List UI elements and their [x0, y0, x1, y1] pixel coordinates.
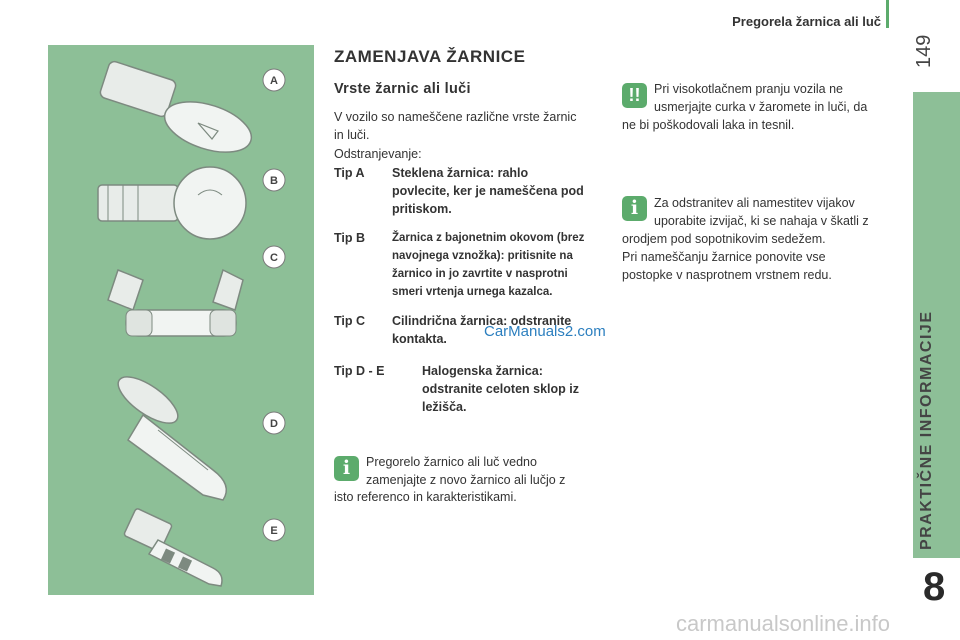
- tip-a-line-1: Steklena žarnica: rahlo: [392, 166, 529, 180]
- reinstall-line-2: postopke v nasprotnem vrstnem redu.: [622, 268, 832, 282]
- info-line-2: uporabite izvijač, ki se nahaja v škatli z: [654, 214, 869, 228]
- bulb-e-icon: [124, 508, 222, 586]
- tip-de-line-2: odstranite celoten sklop iz: [422, 382, 579, 396]
- header-title: Pregorela žarnica ali luč: [732, 14, 881, 29]
- note-line-3: isto referenco in karakteristikami.: [334, 490, 517, 504]
- tip-a-label: Tip A: [334, 166, 365, 180]
- tip-c-label: Tip C: [334, 314, 366, 328]
- tip-a-line-2: povlecite, ker je nameščena pod: [392, 184, 584, 198]
- chapter-number: 8: [923, 565, 946, 609]
- reinstall-line-1: Pri nameščanju žarnice ponovite vse: [622, 250, 826, 264]
- info-icon: i: [334, 456, 359, 481]
- figure-label-e-text: E: [270, 525, 278, 537]
- tip-b-text: [392, 229, 584, 301]
- watermark: CarManuals2.com: [484, 323, 606, 340]
- side-tab-label: PRAKTIČNE INFORMACIJE: [918, 310, 935, 550]
- warning-line-1: Pri visokotlačnem pranju vozila ne: [654, 82, 843, 96]
- figure-label-a-text: A: [270, 75, 278, 87]
- bulb-b-icon: [98, 167, 246, 239]
- figure-label-e: [263, 519, 285, 541]
- tip-de-text: [422, 362, 579, 416]
- warning-line-2: usmerjajte curka v žaromete in luči, da: [654, 100, 868, 114]
- section-heading: ZAMENJAVA ŽARNICE: [334, 47, 526, 66]
- footer-watermark: carmanualsonline.info: [676, 611, 891, 636]
- tip-b-line-1: Žarnica z bajonetnim okovom (brez: [392, 232, 585, 244]
- figure-label-a: [263, 69, 285, 91]
- bulb-c-icon: [108, 270, 243, 336]
- header-divider: [886, 0, 889, 28]
- bulb-types-figure: [48, 45, 314, 595]
- intro-line-2: in luči.: [334, 128, 370, 142]
- tip-a-line-3: pritiskom.: [392, 202, 452, 216]
- info-line-3: orodjem pod sopotnikovim sedežem.: [622, 232, 826, 246]
- tip-de-line-3: ležišča.: [422, 400, 467, 414]
- warning-icon: !!: [622, 83, 647, 108]
- tip-b-label: Tip B: [334, 231, 366, 245]
- note-line-2: zamenjajte z novo žarnico ali lučjo z: [366, 473, 566, 487]
- figure-label-b-text: B: [270, 175, 278, 187]
- warning-line-3: ne bi poškodovali laka in tesnil.: [622, 118, 795, 132]
- info-icon-2: i: [622, 196, 647, 221]
- removal-label: Odstranjevanje:: [334, 147, 422, 161]
- figure-label-b: [263, 169, 285, 191]
- tip-b-line-2: navojnega vznožka): pritisnite na: [392, 250, 573, 262]
- tip-de-label: Tip D - E: [334, 364, 385, 378]
- figure-label-c-text: C: [270, 252, 278, 264]
- bulb-a-icon: [99, 60, 258, 162]
- tip-de-line-1: Halogenska žarnica:: [422, 364, 543, 378]
- figure-label-c: [263, 246, 285, 268]
- tip-b-line-3: žarnico in jo zavrtite v nasprotni: [392, 268, 568, 280]
- info-line-1: Za odstranitev ali namestitev vijakov: [654, 196, 855, 210]
- tip-b-line-4: smeri vrtenja urnega kazalca.: [392, 286, 553, 298]
- bulb-illustration: [48, 45, 314, 595]
- page-number: 149: [913, 34, 935, 68]
- section-subheading: Vrste žarnic ali luči: [334, 81, 471, 97]
- intro-line-1: V vozilo so nameščene različne vrste žarnic: [334, 110, 577, 124]
- tip-c-line-1: Cilindrična žarnica: odstranite: [392, 314, 572, 328]
- tip-c-line-2: kontakta.: [392, 332, 447, 346]
- bulb-d-icon: [111, 368, 226, 500]
- tip-a-text: [392, 164, 584, 218]
- note-line-1: Pregorelo žarnico ali luč vedno: [366, 455, 537, 469]
- figure-label-d-text: D: [270, 418, 278, 430]
- figure-label-d: [263, 412, 285, 434]
